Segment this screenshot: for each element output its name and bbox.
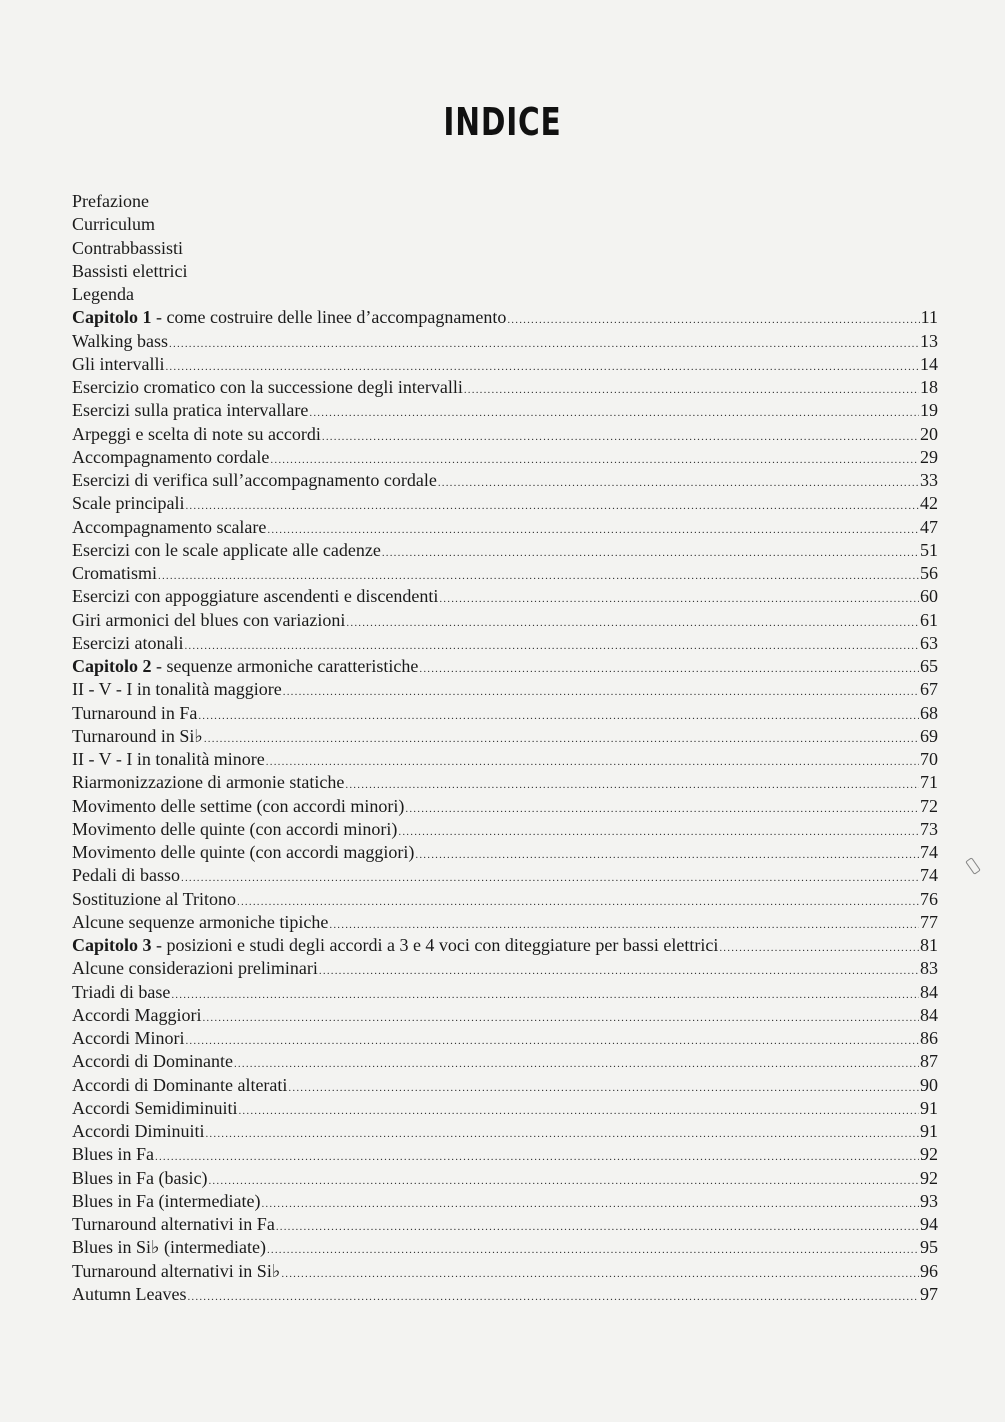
entry-text: Turnaround in Fa [72,702,198,723]
dot-leader [382,547,919,559]
entry-text: Esercizi con le scale applicate alle cadenze [72,539,381,560]
toc-entry-title [72,517,266,538]
toc-entry [72,703,938,726]
toc-entry-title [72,1098,237,1119]
dot-leader [267,524,919,536]
page-number: 14 [920,353,938,374]
toc-entry [72,610,938,633]
toc-entry [72,819,938,842]
dot-leader [319,965,919,977]
toc-entry [72,377,938,400]
toc-entry-title [72,982,170,1003]
toc-entry-title [72,1075,287,1096]
toc-entry-title [72,191,149,212]
page-number: 19 [920,400,938,421]
toc-entry-title [72,261,187,282]
toc-entry [72,191,938,214]
toc-entry-title [72,889,236,910]
page-number: 67 [920,679,938,700]
toc-entry [72,1237,938,1260]
toc-entry [72,679,938,702]
dot-leader [439,593,919,605]
toc-entry [72,865,938,888]
entry-text: Turnaround alternativi in Si♭ [72,1260,281,1281]
toc-entry [72,1051,938,1074]
page-number: 77 [920,911,938,932]
toc-entry [72,633,938,656]
dot-leader [165,361,919,373]
toc-entry [72,470,938,493]
toc-entry-title [72,331,168,352]
page-number: 91 [920,1121,938,1141]
toc-entry [72,1005,938,1028]
entry-text: - come costruire delle linee d’accompagnamento [151,307,507,328]
toc-entry-title [72,772,344,793]
dot-leader [507,314,919,326]
toc-entry [72,749,938,772]
entry-text: Esercizi con appoggiature ascendenti e discendenti [72,586,439,607]
entry-text: Arpeggi e scelta di note su accordi [72,423,321,444]
toc-entry [72,1261,938,1284]
toc-chapter-entry [72,656,938,679]
toc-entry-title [72,679,282,700]
toc-entry [72,424,938,447]
page-number: 91 [920,1097,938,1118]
entry-text: - posizioni e studi degli accordi a 3 e 4 voci con diteggiature per bassi elettrici [151,935,719,955]
dot-leader [329,919,919,931]
entry-text: Bassisti elettrici [72,260,188,281]
toc-entry [72,261,938,284]
entry-text: Turnaround in Si♭ [72,725,203,746]
entry-text: Cromatismi [72,563,157,583]
entry-text: Scale principali [72,493,185,514]
entry-text: Accordi Minori [72,1028,185,1048]
toc-entry [72,842,938,865]
page-number: 92 [920,1144,938,1165]
toc-entry [72,1075,938,1098]
dot-leader [204,733,919,745]
toc-entry-title [72,447,269,468]
dot-leader [185,500,919,512]
page-number: 63 [920,632,938,653]
toc-entry-title [72,1191,260,1212]
chapter-label: Capitolo 3 [72,935,152,955]
entry-text: Accompagnamento cordale [72,446,270,467]
entry-text: Movimento delle quinte (con accordi maggiori) [72,842,415,862]
dot-leader [288,1082,919,1094]
entry-text: II - V - I in tonalità minore [72,749,265,769]
toc-entry-title [72,726,203,747]
toc-entry-title [72,656,418,677]
entry-text: Sostituzione al Tritono [72,888,237,909]
toc-entry-title [72,842,414,863]
entry-text: Walking bass [72,330,169,351]
entry-text: Triadi di base [72,981,171,1002]
toc-entry [72,354,938,377]
page-number: 60 [920,586,938,607]
toc-entry [72,493,938,516]
toc-entry-title [72,912,328,933]
entry-text: Blues in Si♭ (intermediate) [72,1237,266,1258]
dot-leader [238,1105,919,1117]
toc-entry [72,726,938,749]
toc-entry [72,540,938,563]
page-number: 18 [920,377,938,397]
toc-entry [72,400,938,423]
page-number: 65 [920,656,938,676]
toc-entry [72,1028,938,1051]
toc-entry [72,889,938,912]
toc-entry [72,1098,938,1121]
toc-entry [72,1168,938,1191]
page-number: 95 [920,1237,938,1258]
toc-entry [72,331,938,354]
toc-entry-title [72,563,157,584]
entry-text: Pedali di basso [72,865,180,886]
page-number: 94 [920,1214,938,1234]
page-number: 87 [920,1051,938,1072]
toc-entry-title [72,633,183,654]
entry-text: Movimento delle quinte (con accordi minori) [72,818,398,839]
entry-text: Curriculum [72,214,155,235]
toc-entry-title [72,1168,207,1189]
page-number: 84 [920,1004,938,1025]
entry-text: Riarmonizzazione di armonie statiche [72,772,345,793]
dot-leader [270,454,919,466]
entry-text: Movimento delle settime (con accordi minori) [72,795,405,816]
toc-entry-title [72,935,718,956]
entry-text: Accordi di Dominante [72,1051,233,1072]
toc-entry-title [72,1237,266,1258]
page-number: 72 [920,795,938,816]
toc-entry-title [72,540,381,561]
page-number: 96 [920,1260,938,1281]
toc-entry [72,447,938,470]
toc-entry-title [72,1121,204,1142]
page-number: 33 [920,470,938,490]
dot-leader [181,872,919,884]
toc-entry-title [72,610,345,631]
page-number: 11 [920,307,938,328]
dot-leader [309,407,919,419]
toc-entry-title [72,214,155,235]
dot-leader [187,1291,919,1303]
dot-leader [438,477,919,489]
toc-entry [72,1191,938,1214]
toc-entry [72,238,938,261]
toc-entry [72,1284,938,1307]
page-number: 83 [920,958,938,979]
page-number: 13 [920,330,938,351]
toc-entry-title [72,819,397,840]
entry-text: Accordi Maggiori [72,1004,202,1025]
toc-entry-title [72,1028,184,1049]
entry-text: Legenda [72,284,134,304]
entry-text: Blues in Fa (basic) [72,1167,208,1188]
dot-leader [184,640,919,652]
page-number: 90 [920,1074,938,1095]
toc-entry-title [72,865,180,886]
dot-leader [415,849,919,861]
toc-entry-title [72,796,404,817]
toc-entry [72,214,938,237]
dot-leader [398,826,919,838]
page-number: 29 [920,446,938,467]
entry-text: II - V - I in tonalità maggiore [72,679,282,700]
entry-text: Accordi di Dominante alterati [72,1074,288,1095]
page-number: 86 [920,1028,938,1048]
dot-leader [202,1012,919,1024]
toc-entry [72,1214,938,1237]
toc-entry-title [72,1005,201,1026]
dot-leader [155,1151,919,1163]
toc-chapter-entry [72,935,938,958]
toc-chapter-entry [72,307,938,330]
entry-text: Accordi Diminuiti [72,1121,205,1141]
toc-entry-title [72,1144,154,1165]
dot-leader [346,617,919,629]
dot-leader [281,1268,919,1280]
dot-leader [267,1244,919,1256]
entry-text: Gli intervalli [72,353,165,374]
dot-leader [464,384,919,396]
toc-entry-title [72,1284,186,1305]
page-number: 70 [920,749,938,769]
entry-text: Esercizio cromatico con la successione degli intervalli [72,377,463,397]
toc-entry-title [72,238,183,259]
page-number: 92 [920,1167,938,1188]
toc-entry [72,772,938,795]
dot-leader [276,1221,919,1233]
dot-leader [345,779,919,791]
page-number: 56 [920,563,938,583]
toc-entry [72,982,938,1005]
dot-leader [419,663,919,675]
entry-text: Prefazione [72,191,149,211]
toc-entry-title [72,586,438,607]
page-number: 42 [920,493,938,514]
toc-entry-title [72,307,506,328]
dot-leader [283,686,919,698]
entry-text: Alcune considerazioni preliminari [72,958,318,979]
page-number: 73 [920,818,938,839]
entry-text: Autumn Leaves [72,1283,187,1304]
page-number: 68 [920,702,938,723]
entry-text: Contrabbassisti [72,237,183,258]
page-number: 74 [920,865,938,886]
toc-entry [72,912,938,935]
dot-leader [208,1175,919,1187]
dot-leader [198,710,919,722]
page-number: 97 [920,1283,938,1304]
dot-leader [185,1035,919,1047]
toc-entry-title [72,1261,280,1282]
page-number: 71 [920,772,938,793]
dot-leader [719,942,919,954]
toc-entry-title [72,1051,233,1072]
page-number: 93 [920,1190,938,1211]
toc-entry-title [72,749,265,770]
toc-entry-title [72,470,437,491]
toc-entry-title [72,377,463,398]
dot-leader [234,1058,919,1070]
toc-entry-title [72,354,164,375]
toc-entry [72,1144,938,1167]
chapter-label: Capitolo 1 [72,307,152,328]
entry-text: Alcune sequenze armoniche tipiche [72,911,329,932]
dot-leader [171,989,919,1001]
toc-entry-title [72,703,197,724]
page-title: INDICE [443,100,562,144]
page-number: 76 [920,888,938,909]
page-number: 69 [920,725,938,746]
dot-leader [205,1128,919,1140]
toc-entry [72,563,938,586]
table-of-contents [72,191,938,1307]
dot-leader [322,431,919,443]
entry-text: Giri armonici del blues con variazioni [72,609,346,630]
toc-entry [72,284,938,307]
toc-entry [72,958,938,981]
page-number: 81 [920,935,938,955]
page-number: 84 [920,981,938,1002]
toc-entry-title [72,284,134,305]
entry-text: Esercizi di verifica sull’accompagnamento cordale [72,470,437,490]
dot-leader [237,896,919,908]
toc-entry-title [72,1214,275,1235]
entry-text: Blues in Fa (intermediate) [72,1190,261,1211]
entry-text: Esercizi sulla pratica intervallare [72,400,309,421]
toc-entry-title [72,493,184,514]
chapter-label: Capitolo 2 [72,656,152,676]
entry-text: Accordi Semidiminuiti [72,1097,238,1118]
toc-entry [72,517,938,540]
page-number: 74 [920,842,938,862]
page-number: 51 [920,539,938,560]
page-number: 47 [920,516,938,537]
toc-entry-title [72,424,321,445]
entry-text: Turnaround alternativi in Fa [72,1214,275,1234]
toc-entry [72,796,938,819]
toc-entry [72,586,938,609]
toc-entry-title [72,400,308,421]
dot-leader [261,1198,919,1210]
page-number: 20 [920,423,938,444]
toc-entry [72,1121,938,1144]
dot-leader [169,338,919,350]
page-number: 61 [920,609,938,630]
toc-entry-title [72,958,318,979]
entry-text: - sequenze armoniche caratteristiche [151,656,419,676]
paper-mark [965,857,981,875]
dot-leader [266,756,919,768]
entry-text: Blues in Fa [72,1144,155,1165]
dot-leader [405,803,919,815]
entry-text: Accompagnamento scalare [72,516,267,537]
dot-leader [158,570,919,582]
entry-text: Esercizi atonali [72,632,184,653]
